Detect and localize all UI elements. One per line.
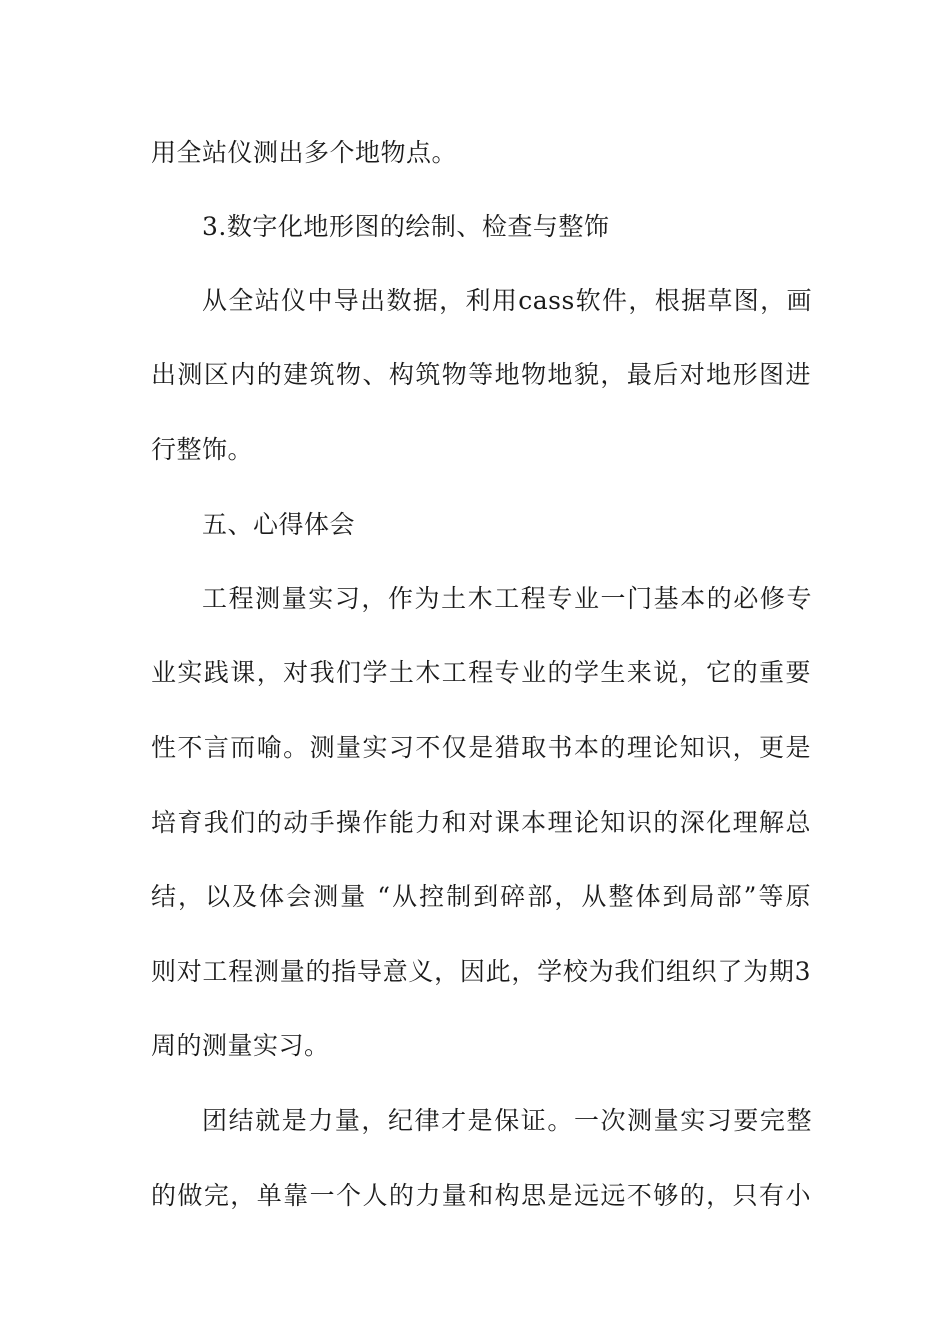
text-line: 出测区内的建筑物、构筑物等地物地貌，最后对地形图进 [151, 360, 811, 389]
text-line: 用全站仪测出多个地物点。 [151, 138, 458, 167]
text-line: 行整饰。 [151, 435, 254, 464]
text-line: 周的测量实习。 [151, 1031, 330, 1060]
section-heading: 3.数字化地形图的绘制、检查与整饰 [202, 212, 610, 241]
text-line: 性不言而喻。测量实习不仅是猎取书本的理论知识，更是 [151, 733, 811, 762]
section-heading: 五、心得体会 [202, 510, 356, 539]
text-line: 业实践课，对我们学土木工程专业的学生来说，它的重要 [151, 658, 811, 687]
text-line: 则对工程测量的指导意义，因此，学校为我们组织了为期3 [151, 957, 811, 986]
text-line: 团结就是力量，纪律才是保证。一次测量实习要完整 [202, 1106, 812, 1135]
text-line: 结，以及体会测量 “从控制到碎部，从整体到局部”等原 [151, 882, 811, 911]
text-line: 培育我们的动手操作能力和对课本理论知识的深化理解总 [151, 808, 811, 837]
text-line: 从全站仪中导出数据，利用cass软件，根据草图，画 [202, 286, 812, 315]
text-line: 工程测量实习，作为土木工程专业一门基本的必修专 [202, 584, 812, 613]
text-line: 的做完，单靠一个人的力量和构思是远远不够的，只有小 [151, 1181, 811, 1210]
